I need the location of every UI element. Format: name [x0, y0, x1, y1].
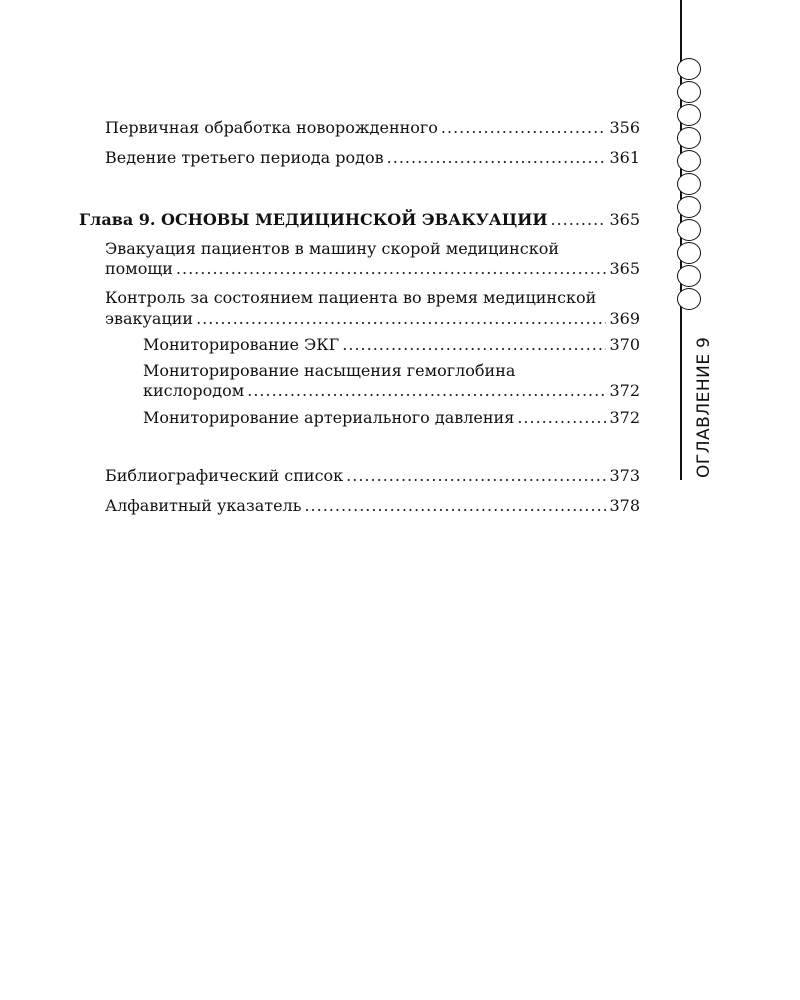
toc-entry-page: 373: [609, 466, 640, 485]
toc-entry-title: Ведение третьего периода родов: [105, 148, 384, 167]
binder-ring-icon: [677, 127, 701, 149]
toc-entry-title: Мониторирование ЭКГ: [143, 335, 340, 354]
chapter-title: Глава 9. ОСНОВЫ МЕДИЦИНСКОЙ ЭВАКУАЦИИ: [79, 210, 548, 229]
toc-entry-title-line2: кислородом: [143, 381, 245, 400]
toc-entry-title-line2: эвакуации: [105, 309, 194, 328]
binder-ring-icon: [677, 288, 701, 310]
toc-entry-title-line1: Мониторирование насыщения гемоглобина: [143, 361, 516, 380]
toc-entry-page: 369: [609, 309, 640, 328]
toc-entry-title: Мониторирование артериального давления: [143, 408, 515, 427]
toc-entry-title: Первичная обработка новорожденного: [105, 118, 438, 137]
binder-ring-icon: [677, 104, 701, 126]
side-section-label: ОГЛАВЛЕНИЕ: [694, 353, 714, 478]
toc-entry-title-line2: помощи: [105, 259, 173, 278]
toc-subentry[interactable]: [143, 408, 640, 428]
leader-dots: [196, 309, 606, 329]
binder-ring-icon: [677, 81, 701, 103]
toc-entry-page: 378: [609, 496, 640, 515]
leader-dots: [550, 210, 606, 230]
leader-dots: [346, 466, 606, 486]
chapter-heading[interactable]: [79, 210, 640, 230]
binder-ring-icon: [677, 150, 701, 172]
leader-dots: [176, 259, 607, 279]
leader-dots: [304, 496, 606, 516]
binder-ring-icon: [677, 58, 701, 80]
side-page-number: 9: [694, 337, 714, 348]
leader-dots: [517, 408, 606, 428]
toc-entry-page: 372: [609, 408, 640, 427]
toc-entry-title: Библиографический список: [105, 466, 344, 485]
leader-dots: [387, 148, 607, 168]
toc-entry[interactable]: [105, 118, 640, 138]
toc-entry[interactable]: [105, 466, 640, 486]
binder-ring-icon: [677, 196, 701, 218]
binder-ring-icon: [677, 242, 701, 264]
toc-entry[interactable]: [105, 496, 640, 516]
leader-dots: [441, 118, 607, 138]
toc-entry-title-line1: Контроль за состоянием пациента во время медицинской: [105, 288, 597, 307]
leader-dots: [247, 381, 606, 401]
binder-ring-icon: [677, 173, 701, 195]
toc-entry-page: 370: [609, 335, 640, 354]
toc-entry-page: 365: [609, 259, 640, 278]
toc-entry-page: 356: [609, 118, 640, 137]
binder-ring-icon: [677, 265, 701, 287]
binder-ring-icon: [677, 219, 701, 241]
chapter-page: 365: [609, 210, 640, 229]
toc-entry-title-line1: Эвакуация пациентов в машину скорой медицинской: [105, 239, 560, 258]
toc-entry[interactable]: [105, 148, 640, 168]
leader-dots: [342, 335, 606, 355]
toc-entry-title: Алфавитный указатель: [105, 496, 302, 515]
toc-entry-page: 372: [609, 381, 640, 400]
toc-entry-page: 361: [609, 148, 640, 167]
toc-subentry[interactable]: [143, 335, 640, 355]
